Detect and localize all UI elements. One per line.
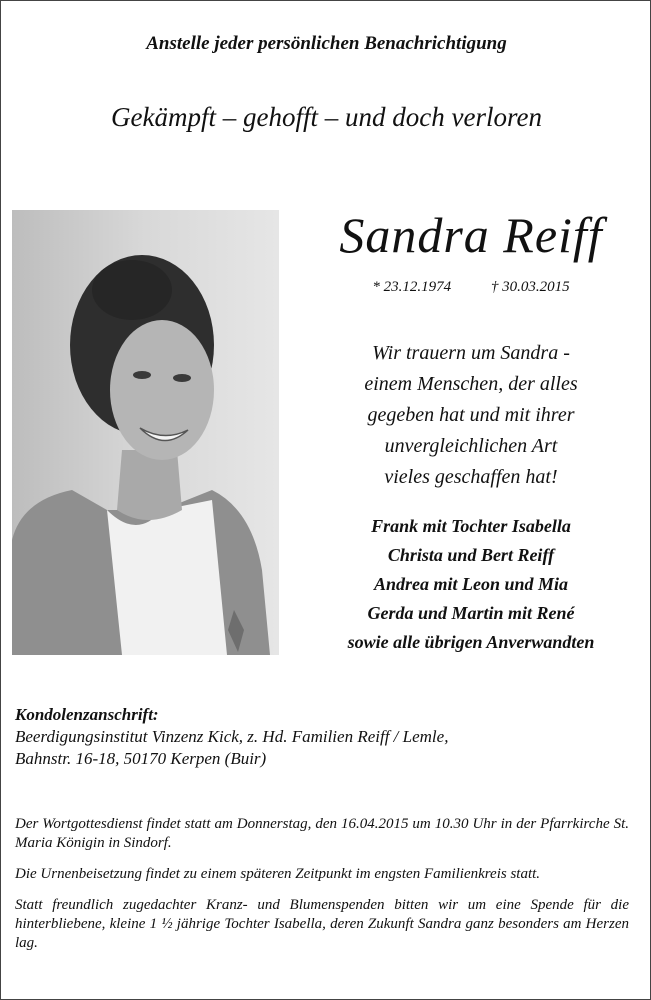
condolence-line: Beerdigungsinstitut Vinzenz Kick, z. Hd. Familien Reiff / Lemle, [15,727,449,746]
service-notices [15,815,629,965]
condolence-address [15,704,635,770]
life-dates [291,279,651,296]
deceased-name: Sandra Reiff [339,207,603,263]
memorial-line: unvergleichlichen Art [384,435,558,457]
memorial-text [291,338,651,493]
condolence-line: Bahnstr. 16-18, 50170 Kerpen (Buir) [15,749,267,768]
birth-date: * 23.12.1974 [372,279,452,295]
memorial-line: vieles geschaffen hat! [384,466,558,488]
mourner: Frank mit Tochter Isabella [371,516,571,536]
memorial-line: gegeben hat und mit ihrer [367,404,575,426]
notice-paragraph: Der Wortgottesdienst findet statt am Donnerstag, den 16.04.2015 um 10.30 Uhr in der Pfarrkirche St. Maria Königin in Sindorf. [15,816,629,851]
mourner: Christa und Bert Reiff [387,545,555,565]
memorial-line: einem Menschen, der alles [364,373,578,395]
motto: Gekämpft – gehofft – und doch verloren [111,102,542,132]
notice-paragraph: Statt freundlich zugedachter Kranz- und Blumenspenden bitten wir um eine Spende für die hinterbliebene, kleine 1 ½ jährige Tochter Isabella, deren Zukunft Sandra ganz besonders am Herzen lag. [15,897,629,951]
mourner: Gerda und Martin mit René [367,603,575,623]
mourners-list [291,512,651,657]
memorial-line: Wir trauern um Sandra - [372,342,570,364]
header-note: Anstelle jeder persönlichen Benachrichtigung [146,33,507,54]
condolence-label: Kondolenzanschrift: [15,705,159,724]
mourner: Andrea mit Leon und Mia [373,574,569,594]
portrait-photo [12,210,279,655]
notice-paragraph: Die Urnenbeisetzung findet zu einem späteren Zeitpunkt im engsten Familienkreis statt. [15,866,541,882]
portrait-image [12,210,279,655]
mourner: sowie alle übrigen Anverwandten [347,632,595,652]
death-date: † 30.03.2015 [490,279,570,295]
